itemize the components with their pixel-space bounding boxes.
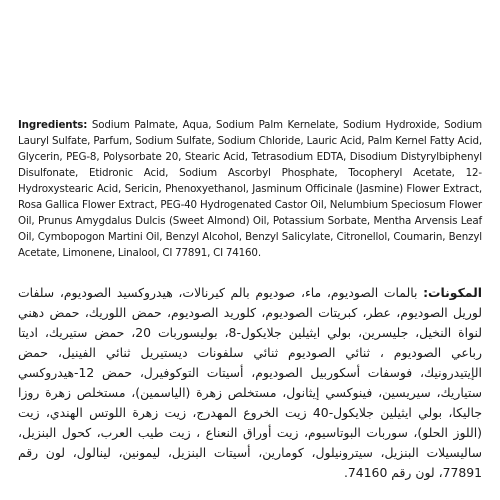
arabic-ingredients-paragraph [18,283,482,483]
english-ingredients-heading: Ingredients: [18,119,88,131]
english-ingredients-text: Sodium Palmate, Aqua, Sodium Palm Kernelate, Sodium Hydroxide, Sodium Lauryl Sulfate, Parfum, Sodium Sulfate, Sodium Chloride, Lauric Acid, Palm Kernel Fatty Acid, Glycerin, PEG-8, Polysorbate 20, Stearic Acid, Tetrasodium EDTA, Disodium Distyrylbiphenyl Disulfonate, Etidronic Acid, Sodium Ascorbyl Phosphate, Tocopheryl Acetate, 12-Hydroxystearic Acid, Sericin, Phenoxyethanol, Jasminum Officinale (Jasmine) Flower Extract, Rosa Gallica Flower Extract, PEG-40 Hydrogenated Castor Oil, Nelumbium Speciosum Flower Oil, Prunus Amygdalus Dulcis (Sweet Almond) Oil, Potassium Sorbate, Mentha Arvensis Leaf Oil, Cymbopogon Martini Oil, Benzyl Alcohol, Benzyl Salicylate, Citronellol, Coumarin, Benzyl Acetate, Limonene, Linalool, CI 77891, CI 74160. [18,119,482,259]
english-ingredients-paragraph [18,117,482,261]
arabic-ingredients-heading: المكونات: [423,285,482,300]
ingredients-label [18,117,482,483]
arabic-ingredients-text: بالمات الصوديوم، ماء، صوديوم بالم كيرنالات، هيدروكسيد الصوديوم، سلفات لوريل الصوديوم، عطر، كبريتات الصوديوم، كلوريد الصوديوم، حمض اللوريك، حمض دهني لنواة النخيل، جليسرين، بولي ايثيلين جلايكول-8، بوليسوربات 20، حمض ستيريك، اديتا رباعي الصوديوم ، ثنائي الصوديوم ثنائي سلفونات ديستيريل ثنائي الفينيل، حمض الإيتيدرونيك، فوسفات أسكوربيل الصوديوم، أسيتات التوكوفيرل، حمض 12-هيدروكسي ستياريك، سيريسين، فينوكسي إيثانول، مستخلص زهرة (الياسمين)، مستخلص زهرة روزا جاليكا، بولي ايثيلين جلايكول-40 زيت الخروع المهدرج، زيت زهرة اللوتس الهندي، زيت (اللوز الحلو)، سوربات البوتاسيوم، زيت أوراق النعناع ، زيت طيب العرب، كحول البنزيل، ساليسيلات البنزيل، سيترونيلول، كومارين، أسيتات البنزيل، ليمونين، لينالول، لون رقم 77891، لون رقم 74160. [18,285,482,480]
